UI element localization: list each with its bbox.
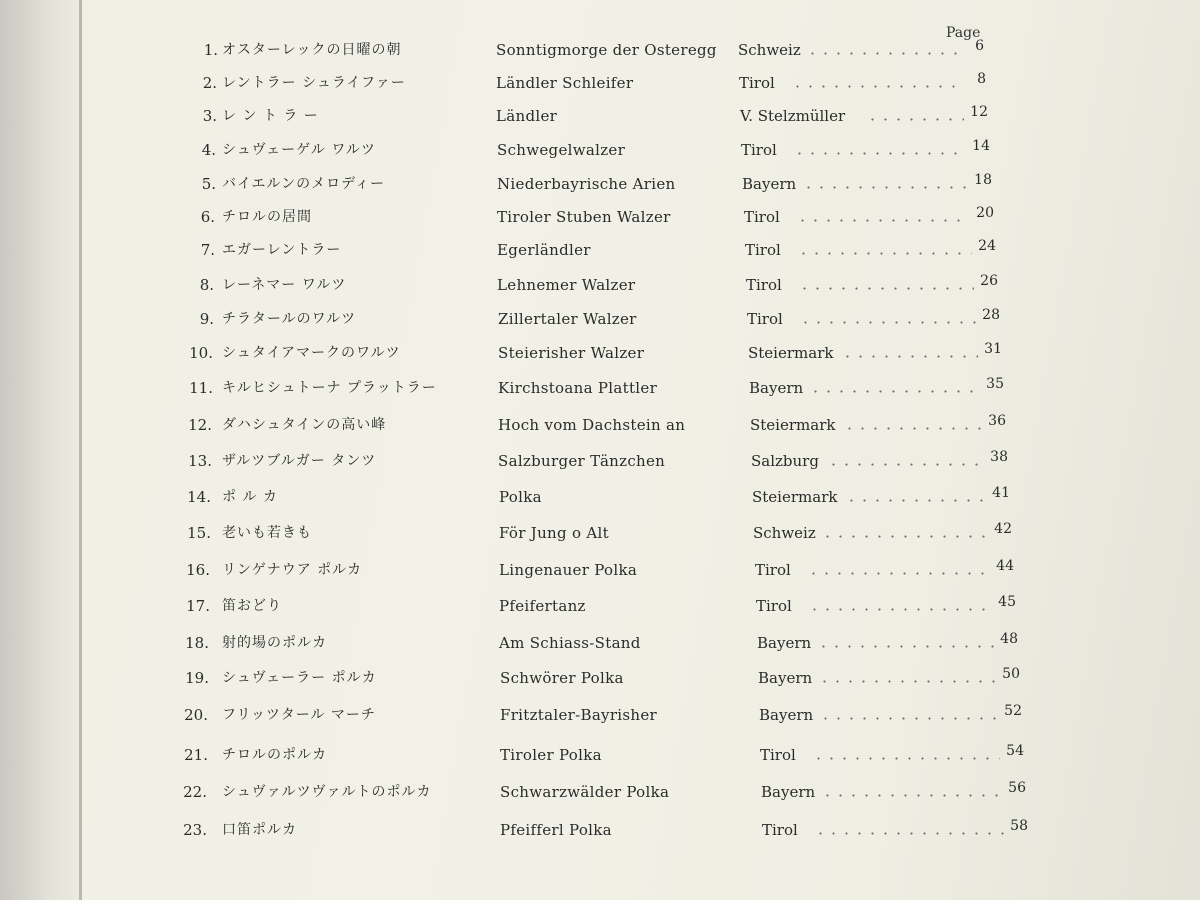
entry-page-number: 48 xyxy=(1000,631,1018,647)
entry-number: 16. xyxy=(186,561,210,579)
entry-japanese-title: ザルツブルガー タンツ xyxy=(222,453,377,469)
toc-row xyxy=(0,782,1200,812)
entry-japanese-title: シュヴェーゲル ワルツ xyxy=(222,142,376,158)
entry-region: Schweiz xyxy=(753,524,816,542)
entry-number: 13. xyxy=(188,452,212,470)
dotted-leader xyxy=(799,321,977,324)
entry-region: Tirol xyxy=(741,141,777,159)
entry-german-title: Zillertaler Walzer xyxy=(498,310,637,328)
entry-number: 23. xyxy=(183,821,207,839)
entry-german-title: Schwörer Polka xyxy=(500,669,624,687)
dotted-leader xyxy=(819,717,998,720)
entry-german-title: Steierisher Walzer xyxy=(498,344,645,362)
entry-page-number: 50 xyxy=(1002,666,1020,682)
entry-japanese-title: レントラー シュライファー xyxy=(222,75,406,91)
entry-page-number: 42 xyxy=(994,521,1012,537)
dotted-leader xyxy=(808,608,993,611)
toc-row xyxy=(0,415,1200,445)
entry-german-title: Sonntigmorge der Osteregg xyxy=(496,41,717,59)
entry-number: 8. xyxy=(199,276,214,294)
entry-page-number: 41 xyxy=(992,485,1010,501)
entry-japanese-title: チロルのポルカ xyxy=(222,747,327,763)
dotted-leader xyxy=(812,757,1001,760)
toc-row xyxy=(0,820,1200,850)
toc-row xyxy=(0,275,1200,305)
toc-row xyxy=(0,560,1200,590)
entry-region: Tirol xyxy=(747,310,783,328)
entry-region: Bayern xyxy=(742,175,797,193)
entry-page-number: 20 xyxy=(976,205,994,221)
toc-row xyxy=(0,240,1200,270)
entry-region: Schweiz xyxy=(738,41,801,59)
dotted-leader xyxy=(791,85,963,88)
entry-german-title: Schwarzwälder Polka xyxy=(500,783,670,801)
entry-number: 4. xyxy=(201,141,216,159)
entry-german-title: Lingenauer Polka xyxy=(499,561,638,579)
entry-page-number: 56 xyxy=(1008,780,1026,796)
dotted-leader xyxy=(802,186,968,189)
entry-japanese-title: 射的場のポルカ xyxy=(222,635,327,651)
entry-number: 19. xyxy=(185,669,209,687)
entry-region: Steiermark xyxy=(752,488,838,506)
entry-region: Tirol xyxy=(739,74,775,92)
toc-row xyxy=(0,40,1200,70)
entry-number: 22. xyxy=(183,783,207,801)
entry-page-number: 44 xyxy=(996,558,1014,574)
toc-row xyxy=(0,309,1200,339)
entry-japanese-title: レ ン ト ラ ー xyxy=(222,108,319,124)
dotted-leader xyxy=(814,832,1005,835)
dotted-leader xyxy=(841,355,978,358)
toc-row xyxy=(0,140,1200,170)
entry-region: Steiermark xyxy=(750,416,836,434)
entry-number: 11. xyxy=(189,379,213,397)
entry-page-number: 18 xyxy=(974,172,992,188)
entry-japanese-title: 老いも若きも xyxy=(222,525,312,541)
entry-german-title: Polka xyxy=(499,488,542,506)
entry-region: Tirol xyxy=(745,241,781,259)
entry-japanese-title: キルヒシュトーナ プラットラー xyxy=(222,380,437,396)
entry-page-number: 31 xyxy=(984,341,1002,357)
entry-number: 21. xyxy=(184,746,208,764)
entry-number: 14. xyxy=(187,488,211,506)
entry-page-number: 28 xyxy=(982,307,1000,323)
entry-japanese-title: ポ ル カ xyxy=(222,489,278,505)
entry-region: Bayern xyxy=(758,669,813,687)
entry-german-title: Ländler xyxy=(496,107,558,125)
entry-german-title: Lehnemer Walzer xyxy=(497,276,636,294)
entry-region: Bayern xyxy=(759,706,814,724)
toc-row xyxy=(0,451,1200,481)
toc-row xyxy=(0,596,1200,626)
entry-region: Bayern xyxy=(761,783,816,801)
entry-region: Tirol xyxy=(760,746,796,764)
entry-region: Salzburg xyxy=(751,452,819,470)
entry-region: V. Stelzmüller xyxy=(740,107,846,125)
toc-row xyxy=(0,633,1200,663)
entry-number: 12. xyxy=(188,416,212,434)
entry-japanese-title: 口笛ポルカ xyxy=(222,822,297,838)
dotted-leader xyxy=(797,252,973,255)
dotted-leader xyxy=(796,219,971,222)
entry-page-number: 14 xyxy=(972,138,990,154)
entry-japanese-title: シュタイアマークのワルツ xyxy=(222,345,401,361)
entry-region: Tirol xyxy=(756,597,792,615)
entry-number: 7. xyxy=(200,241,215,259)
entry-german-title: Ländler Schleifer xyxy=(496,74,634,92)
entry-japanese-title: チロルの居間 xyxy=(222,209,312,225)
entry-number: 9. xyxy=(199,310,214,328)
dotted-leader xyxy=(821,794,1002,797)
entry-region: Tirol xyxy=(746,276,782,294)
toc-row xyxy=(0,106,1200,136)
entry-page-number: 58 xyxy=(1010,818,1028,834)
entry-japanese-title: オスターレックの日曜の朝 xyxy=(222,42,402,58)
toc-row xyxy=(0,523,1200,553)
entry-number: 20. xyxy=(184,706,208,724)
entry-region: Steiermark xyxy=(748,344,834,362)
entry-japanese-title: チラタールのワルツ xyxy=(222,311,357,327)
dotted-leader xyxy=(793,152,967,155)
page-column-header: Page xyxy=(946,25,981,41)
entry-page-number: 6 xyxy=(975,38,984,54)
entry-japanese-title: 笛おどり xyxy=(222,598,282,614)
entry-number: 5. xyxy=(201,175,216,193)
entry-japanese-title: バイエルンのメロディー xyxy=(222,176,385,192)
entry-german-title: Am Schiass-Stand xyxy=(499,634,641,652)
entry-japanese-title: エガーレントラー xyxy=(222,242,342,258)
entry-number: 15. xyxy=(187,524,211,542)
toc-row xyxy=(0,207,1200,237)
entry-german-title: Fritztaler-Bayrisher xyxy=(500,706,658,724)
entry-page-number: 8 xyxy=(977,71,986,87)
entry-japanese-title: フリッツタール マーチ xyxy=(222,707,376,723)
dotted-leader xyxy=(809,390,980,393)
entry-number: 17. xyxy=(186,597,210,615)
entry-region: Tirol xyxy=(744,208,780,226)
entry-page-number: 12 xyxy=(970,104,988,120)
entry-german-title: För Jung o Alt xyxy=(499,524,609,542)
entry-number: 10. xyxy=(189,344,213,362)
entry-number: 2. xyxy=(202,74,217,92)
toc-row xyxy=(0,73,1200,103)
toc-row xyxy=(0,705,1200,735)
entry-german-title: Salzburger Tänzchen xyxy=(498,452,666,470)
entry-region: Tirol xyxy=(755,561,791,579)
toc-row xyxy=(0,745,1200,775)
entry-page-number: 45 xyxy=(998,594,1016,610)
entry-german-title: Tiroler Polka xyxy=(500,746,602,764)
entry-region: Bayern xyxy=(757,634,812,652)
entry-japanese-title: レーネマー ワルツ xyxy=(222,277,347,293)
entry-page-number: 35 xyxy=(986,376,1004,392)
toc-row xyxy=(0,487,1200,517)
dotted-leader xyxy=(827,463,984,466)
entry-number: 6. xyxy=(200,208,215,226)
entry-page-number: 52 xyxy=(1004,703,1022,719)
toc-row xyxy=(0,668,1200,698)
entry-german-title: Hoch vom Dachstein an xyxy=(498,416,686,434)
entry-page-number: 54 xyxy=(1006,743,1024,759)
entry-german-title: Pfeifertanz xyxy=(499,597,586,615)
entry-page-number: 36 xyxy=(988,413,1006,429)
toc-row xyxy=(0,174,1200,204)
dotted-leader xyxy=(817,645,994,648)
entry-region: Tirol xyxy=(762,821,798,839)
toc-row xyxy=(0,343,1200,373)
dotted-leader xyxy=(821,535,988,538)
entry-german-title: Pfeifferl Polka xyxy=(500,821,612,839)
entry-german-title: Egerländler xyxy=(497,241,591,259)
entry-german-title: Tiroler Stuben Walzer xyxy=(497,208,671,226)
entry-number: 1. xyxy=(203,41,218,59)
dotted-leader xyxy=(818,680,996,683)
dotted-leader xyxy=(798,287,975,290)
entry-page-number: 26 xyxy=(980,273,998,289)
dotted-leader xyxy=(806,52,960,55)
entry-german-title: Niederbayrische Arien xyxy=(497,175,676,193)
entry-page-number: 38 xyxy=(990,449,1008,465)
dotted-leader xyxy=(807,572,991,575)
entry-japanese-title: ダハシュタインの高い峰 xyxy=(222,417,387,433)
entry-number: 18. xyxy=(185,634,209,652)
entry-german-title: Schwegelwalzer xyxy=(497,141,626,159)
dotted-leader xyxy=(843,427,982,430)
toc-row xyxy=(0,378,1200,408)
entry-region: Bayern xyxy=(749,379,804,397)
entry-german-title: Kirchstoana Plattler xyxy=(498,379,658,397)
entry-japanese-title: シュヴェーラー ポルカ xyxy=(222,670,377,686)
entry-japanese-title: シュヴァルツヴァルトのポルカ xyxy=(222,784,432,800)
entry-page-number: 24 xyxy=(978,238,996,254)
dotted-leader xyxy=(845,499,986,502)
entry-japanese-title: リンゲナウア ポルカ xyxy=(222,562,363,578)
entry-number: 3. xyxy=(202,107,217,125)
